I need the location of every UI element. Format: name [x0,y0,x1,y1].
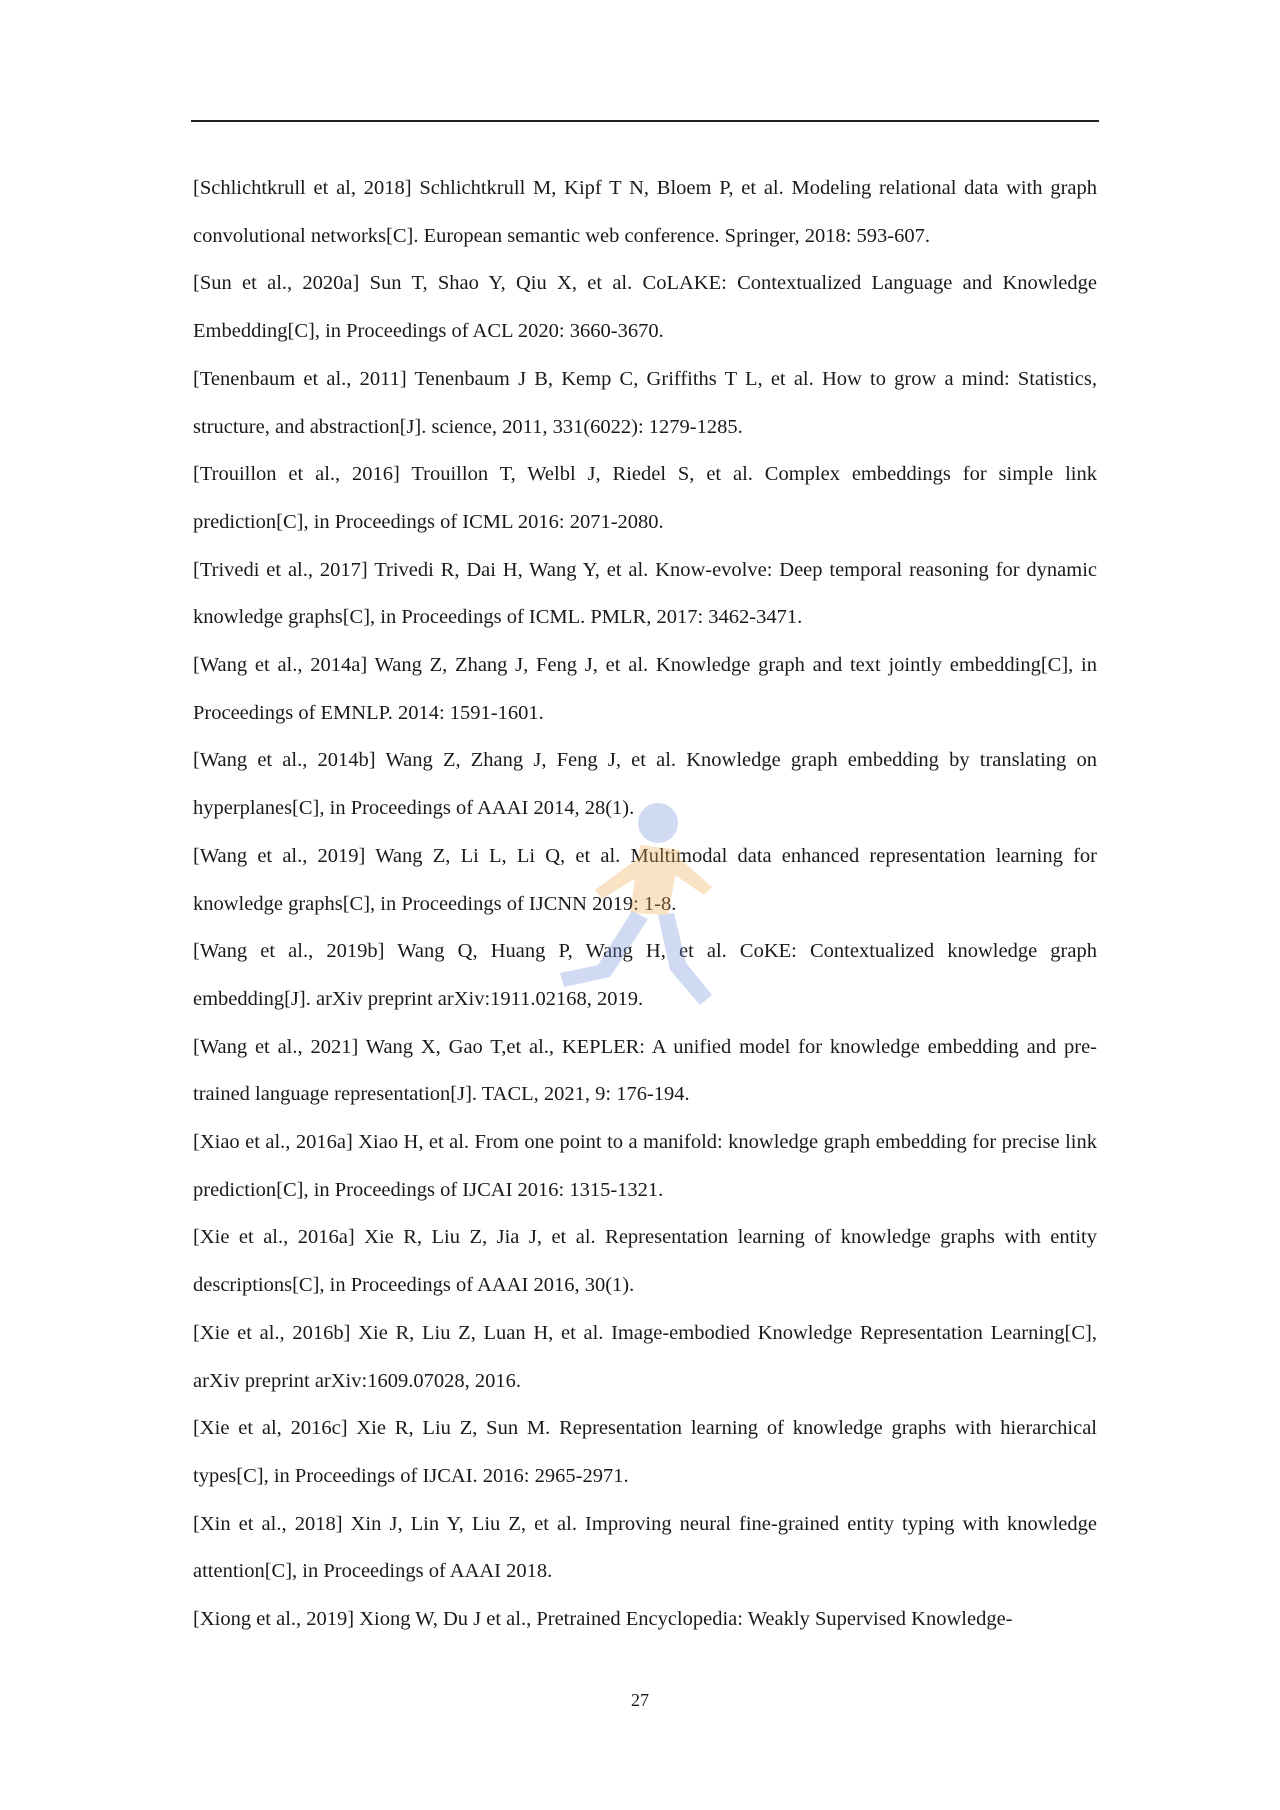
reference-text: Sun T, Shao Y, Qiu X, et al. CoLAKE: Contextualized Language and Knowledge Embedding[C], in Proceedings of ACL 2020: 3660-3670. [193,272,1097,343]
reference-entry [193,1405,1097,1500]
reference-key: [Xiao et al., 2016a] [193,1131,353,1154]
reference-entry [193,1310,1097,1405]
reference-entry [193,165,1097,260]
reference-entry [193,1119,1097,1214]
reference-text: Wang X, Gao T,et al., KEPLER: A unified model for knowledge embedding and pre-trained language representation[J]. TACL, 2021, 9: 176-194. [193,1035,1097,1106]
reference-text: Xie R, Liu Z, Jia J, et al. Representation learning of knowledge graphs with entity descriptions[C], in Proceedings of AAAI 2016, 30(1). [193,1226,1097,1297]
reference-key: [Xin et al., 2018] [193,1512,343,1535]
reference-text: Trivedi R, Dai H, Wang Y, et al. Know-evolve: Deep temporal reasoning for dynamic knowledge graphs[C], in Proceedings of ICML. PMLR, 2017: 3462-3471. [193,558,1097,629]
reference-entry [193,547,1097,642]
reference-key: [Xie et al., 2016b] [193,1321,351,1344]
reference-text: Wang Q, Huang P, Wang H, et al. CoKE: Contextualized knowledge graph embedding[J]. arXiv preprint arXiv:1911.02168, 2019. [193,940,1097,1010]
reference-text: Xiong W, Du J et al., Pretrained Encyclopedia: Weakly Supervised Knowledge- [359,1608,1013,1631]
reference-text: Tenenbaum J B, Kemp C, Griffiths T L, et al. How to grow a mind: Statistics, structure, and abstraction[J]. science, 2011, 331(6022): 1279-1285. [193,367,1097,438]
reference-list [193,165,1097,1644]
reference-key: [Xiong et al., 2019] [193,1608,355,1631]
reference-key: [Xie et al., 2016a] [193,1226,355,1249]
header-rule [191,120,1099,122]
reference-text: Xiao H, et al. From one point to a manifold: knowledge graph embedding for precise link prediction[C], in Proceedings of IJCAI 2016: 1315-1321. [193,1131,1097,1201]
reference-entry [193,1214,1097,1309]
reference-key: [Wang et al., 2021] [193,1035,359,1058]
reference-key: [Tenenbaum et al., 2011] [193,367,407,390]
reference-entry [193,833,1097,928]
reference-key: [Wang et al., 2014b] [193,749,376,772]
reference-key: [Sun et al., 2020a] [193,272,360,295]
reference-key: [Trouillon et al., 2016] [193,463,400,486]
reference-text: Xie R, Liu Z, Luan H, et al. Image-embodied Knowledge Representation Learning[C], arXiv preprint arXiv:1609.07028, 2016. [193,1321,1098,1392]
reference-text: Xin J, Lin Y, Liu Z, et al. Improving neural fine-grained entity typing with knowledge attention[C], in Proceedings of AAAI 2018. [193,1512,1098,1583]
reference-entry [193,1024,1097,1119]
reference-text: Wang Z, Zhang J, Feng J, et al. Knowledge graph and text jointly embedding[C], in Proceedings of EMNLP. 2014: 1591-1601. [193,654,1097,724]
reference-entry [193,356,1097,451]
reference-entry [193,260,1097,355]
reference-text: Schlichtkrull M, Kipf T N, Bloem P, et al. Modeling relational data with graph convolutional networks[C]. European semantic web conference. Springer, 2018: 593-607. [193,177,1097,247]
reference-key: [Wang et al., 2019] [193,844,366,867]
reference-key: [Schlichtkrull et al, 2018] [193,177,412,199]
reference-text: Xie R, Liu Z, Sun M. Representation learning of knowledge graphs with hierarchical types[C], in Proceedings of IJCAI. 2016: 2965-2971. [193,1417,1098,1487]
reference-key: [Wang et al., 2014a] [193,654,368,677]
reference-key: [Trivedi et al., 2017] [193,558,368,581]
reference-entry [193,1596,1097,1644]
page-number: 27 [631,1690,649,1710]
reference-entry [193,737,1097,832]
reference-entry [193,928,1097,1023]
reference-entry [193,451,1097,546]
reference-text: Wang Z, Li L, Li Q, et al. Multimodal data enhanced representation learning for knowledge graphs[C], in Proceedings of IJCNN 2019: 1-8. [193,844,1097,915]
reference-text: Wang Z, Zhang J, Feng J, et al. Knowledge graph embedding by translating on hyperplanes[C], in Proceedings of AAAI 2014, 28(1). [193,749,1097,820]
reference-entry [193,1501,1097,1596]
reference-entry [193,642,1097,737]
reference-key: [Wang et al., 2019b] [193,940,385,963]
reference-key: [Xie et al, 2016c] [193,1417,348,1440]
reference-text: Trouillon T, Welbl J, Riedel S, et al. Complex embeddings for simple link prediction[C], in Proceedings of ICML 2016: 2071-2080. [193,463,1097,533]
